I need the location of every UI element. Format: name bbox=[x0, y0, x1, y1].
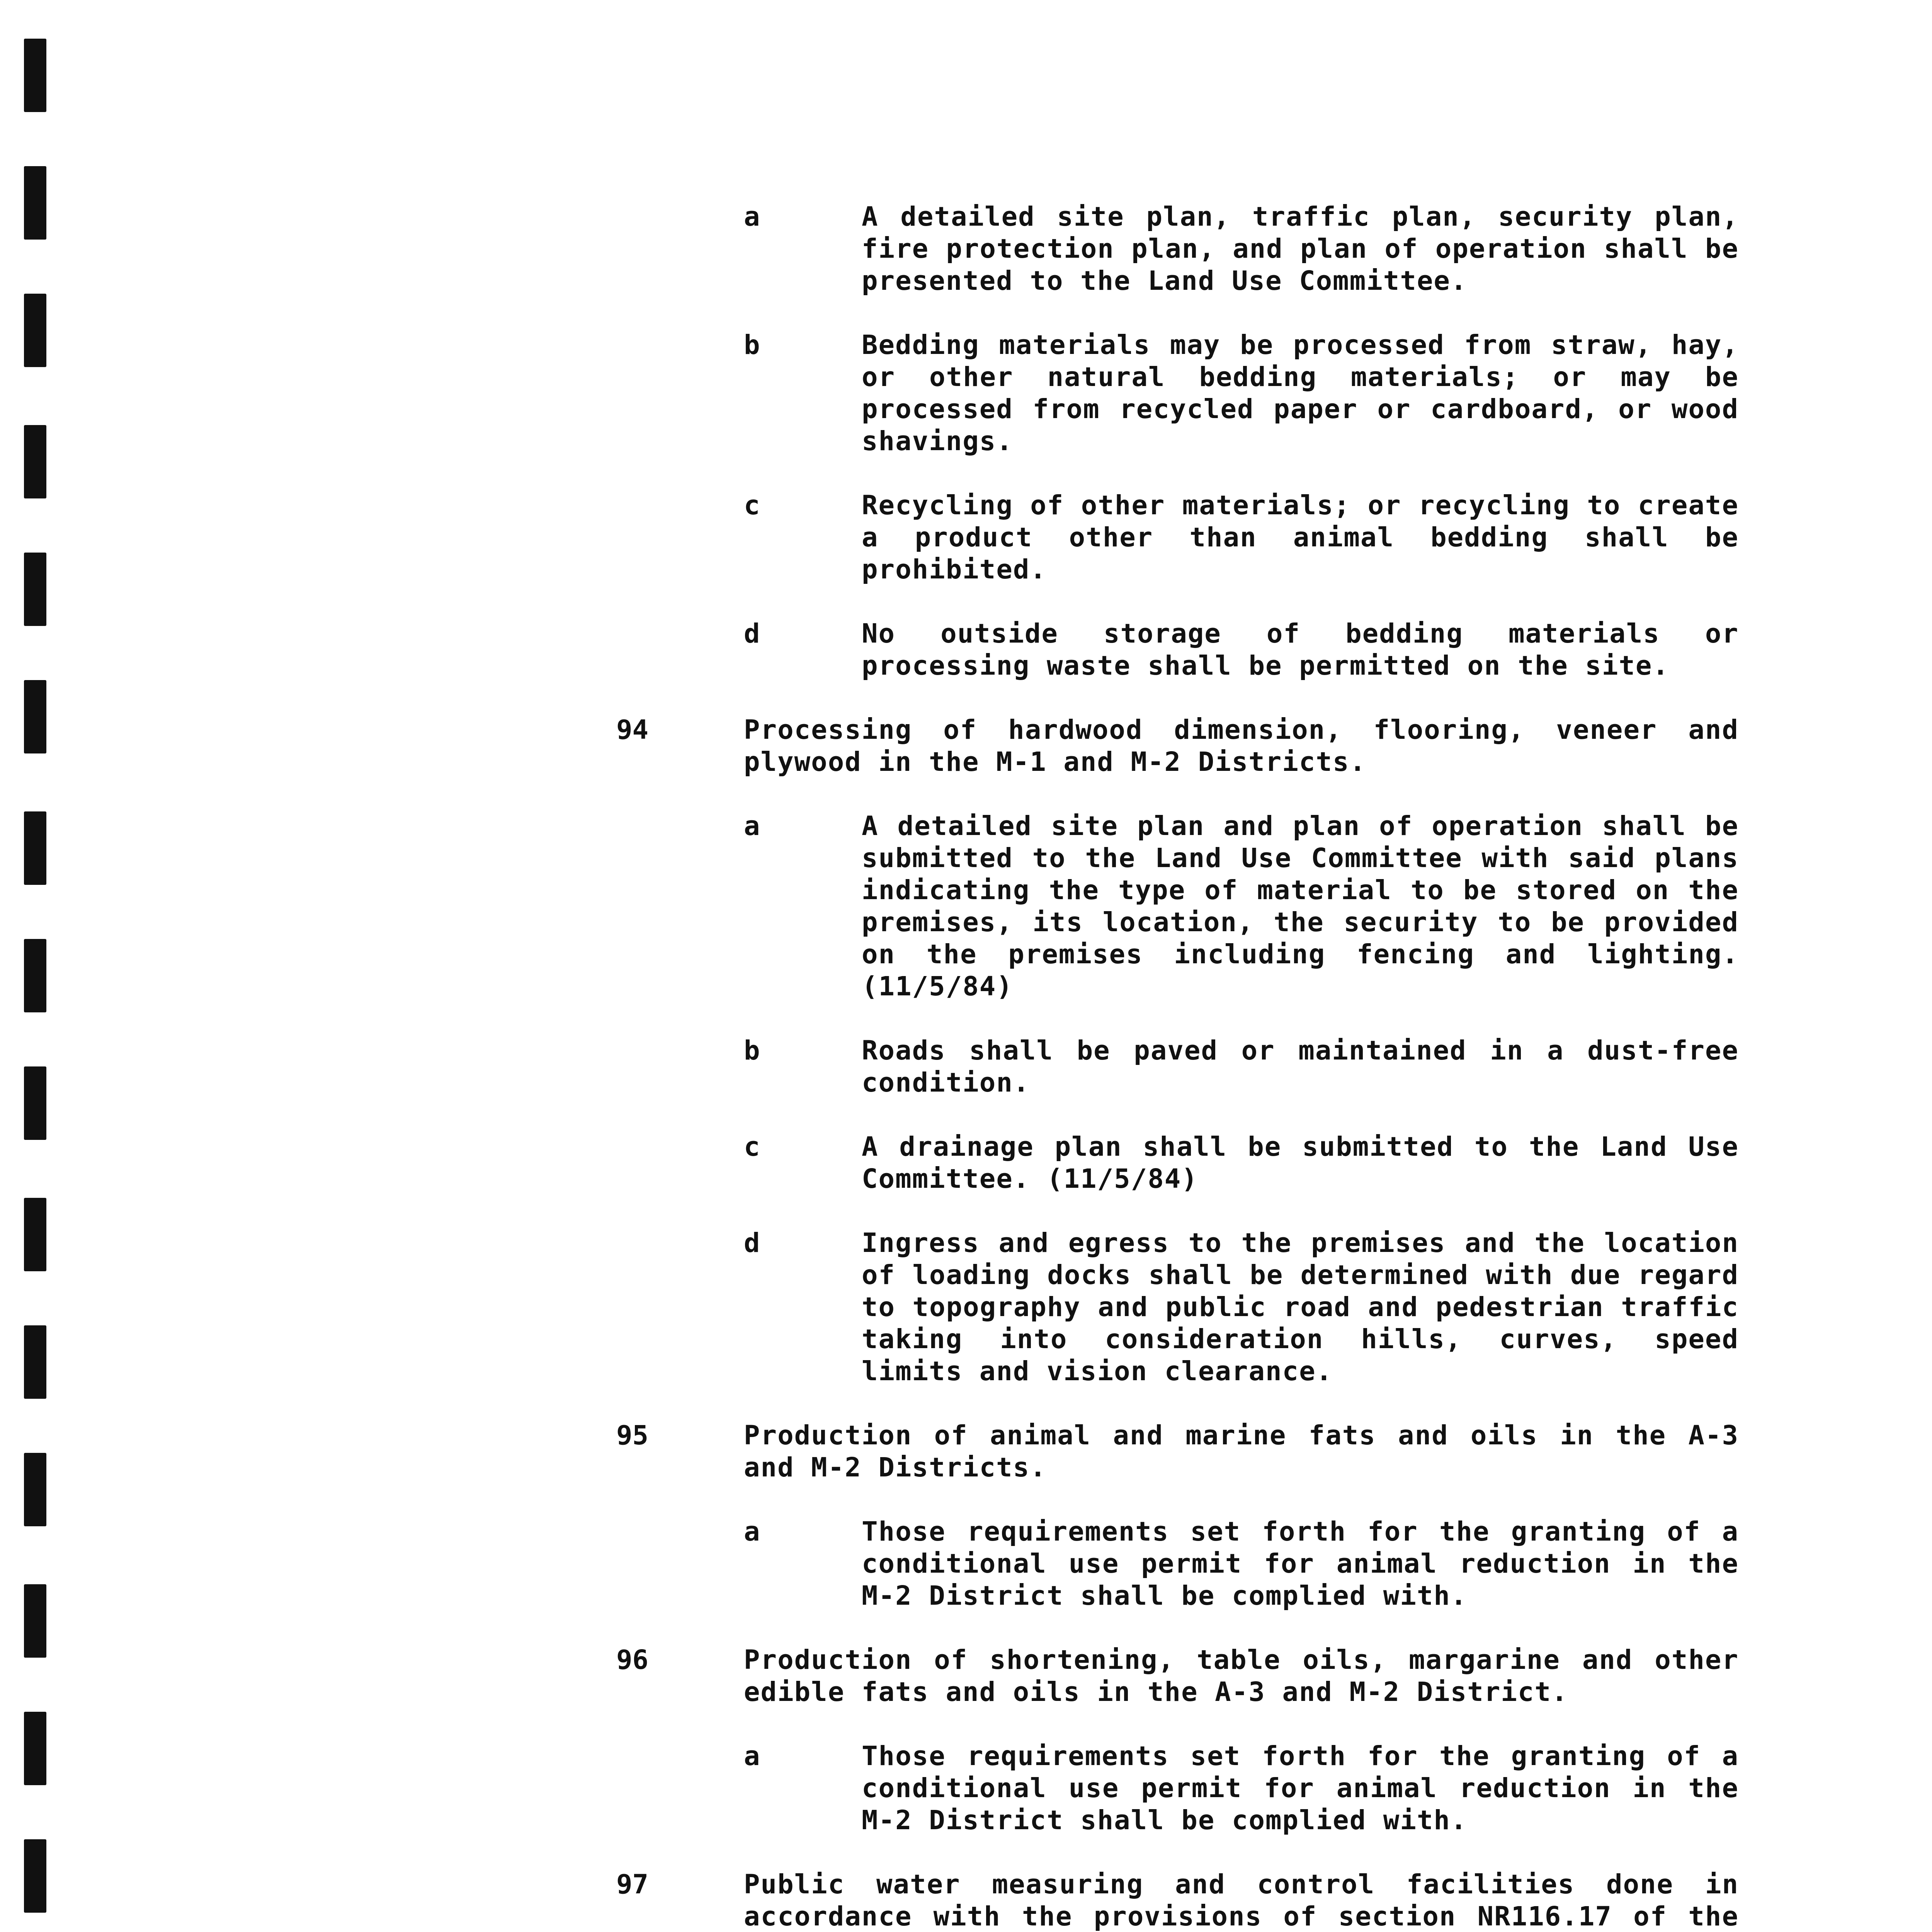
section-text: Production of animal and marine fats and oils in the A-3 and M-2 Districts. bbox=[744, 1420, 1739, 1483]
section-96 bbox=[616, 1644, 1739, 1708]
subsection-d bbox=[744, 1227, 1739, 1388]
subsection-a bbox=[744, 1740, 1739, 1837]
subsection-label: d bbox=[744, 1228, 760, 1259]
subsection-b bbox=[744, 1035, 1739, 1099]
binder-mark bbox=[24, 1198, 46, 1271]
binder-mark bbox=[24, 1066, 46, 1140]
subsection-d bbox=[744, 618, 1739, 682]
subsection-text: Roads shall be paved or maintained in a dust-free condition. bbox=[862, 1035, 1739, 1098]
section-97 bbox=[616, 1869, 1739, 1932]
subsection-a bbox=[744, 810, 1739, 1003]
subsection-c bbox=[744, 490, 1739, 586]
section-text: Production of shortening, table oils, margarine and other edible fats and oils in the A-3 and M-2 District. bbox=[744, 1645, 1739, 1708]
subsection-a bbox=[744, 201, 1739, 297]
subsection-label: d bbox=[744, 618, 760, 649]
binder-mark bbox=[24, 294, 46, 367]
binder-mark bbox=[24, 425, 46, 498]
subsection-label: c bbox=[744, 1131, 760, 1162]
subsection-label: a bbox=[744, 1741, 760, 1772]
document-body bbox=[616, 201, 1739, 1932]
subsection-text: A detailed site plan, traffic plan, security plan, fire protection plan, and plan of operation shall be presented to the Land Use Committee. bbox=[862, 201, 1739, 296]
binder-mark bbox=[24, 680, 46, 753]
section-94 bbox=[616, 714, 1739, 778]
binder-mark bbox=[24, 39, 46, 112]
section-number: 95 bbox=[616, 1420, 649, 1451]
subsection-text: Those requirements set forth for the granting of a conditional use permit for animal reduction in the M-2 District shall be complied with. bbox=[862, 1741, 1739, 1836]
binder-mark bbox=[24, 166, 46, 240]
subsection-c bbox=[744, 1131, 1739, 1195]
subsection-label: a bbox=[744, 811, 760, 842]
binder-mark bbox=[24, 1453, 46, 1526]
subsection-text: A detailed site plan and plan of operation shall be submitted to the Land Use Committee with said plans indicating the type of material to be stored on the premises, its location, the security to be provided on the premises including fencing and lighting. (11/5/84) bbox=[862, 811, 1739, 1002]
binder-hole-marks bbox=[24, 0, 47, 1932]
subsection-text: Recycling of other materials; or recycling to create a product other than animal bedding shall be prohibited. bbox=[862, 490, 1739, 585]
subsection-text: Ingress and egress to the premises and the location of loading docks shall be determined with due regard to topography and public road and pedestrian traffic taking into consideration hills, curves, speed limits and vision clearance. bbox=[862, 1228, 1739, 1387]
subsection-label: b bbox=[744, 330, 760, 361]
section-text: Public water measuring and control facilities done in accordance with the provisions of section NR116.17 of the bbox=[744, 1869, 1739, 1932]
binder-mark bbox=[24, 553, 46, 626]
subsection-text: No outside storage of bedding materials or processing waste shall be permitted on the site. bbox=[862, 618, 1739, 681]
section-number: 94 bbox=[616, 714, 649, 745]
binder-mark bbox=[24, 1712, 46, 1785]
binder-mark bbox=[24, 1584, 46, 1658]
binder-mark bbox=[24, 1325, 46, 1399]
section-95 bbox=[616, 1420, 1739, 1484]
binder-mark bbox=[24, 939, 46, 1012]
subsection-label: a bbox=[744, 1516, 760, 1547]
section-number: 97 bbox=[616, 1869, 649, 1900]
subsection-label: b bbox=[744, 1035, 760, 1066]
section-text: Processing of hardwood dimension, flooring, veneer and plywood in the M-1 and M-2 Districts. bbox=[744, 714, 1739, 777]
subsection-text: Those requirements set forth for the granting of a conditional use permit for animal reduction in the M-2 District shall be complied with. bbox=[862, 1516, 1739, 1611]
binder-mark bbox=[24, 811, 46, 885]
section-number: 96 bbox=[616, 1645, 649, 1675]
subsection-text: Bedding materials may be processed from straw, hay, or other natural bedding materials; or may be processed from recycled paper or cardboard, or wood shavings. bbox=[862, 330, 1739, 457]
subsection-a bbox=[744, 1516, 1739, 1612]
subsection-label: a bbox=[744, 201, 760, 232]
binder-mark bbox=[24, 1839, 46, 1913]
subsection-text: A drainage plan shall be submitted to the Land Use Committee. (11/5/84) bbox=[862, 1131, 1739, 1194]
subsection-b bbox=[744, 329, 1739, 457]
subsection-label: c bbox=[744, 490, 760, 521]
